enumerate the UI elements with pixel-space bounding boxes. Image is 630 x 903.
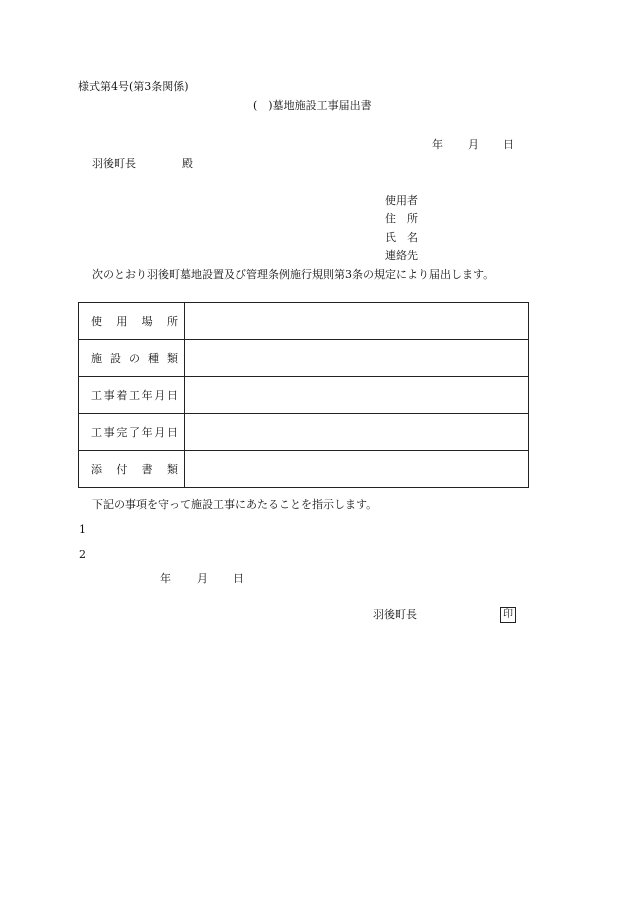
row-label-char: 類 <box>166 463 178 476</box>
issue-month-label: 月 <box>197 572 208 585</box>
row-label-char: 添 <box>91 463 102 476</box>
table-row <box>79 414 529 451</box>
item-number: 2 <box>79 548 86 561</box>
recipient-name: 羽後町長 <box>92 157 136 170</box>
row-label-char: 事 <box>103 426 115 439</box>
intro-text: 次のとおり羽後町墓地設置及び管理条例施行規則第3条の規定により届出します。 <box>92 268 495 281</box>
row-label-char: の <box>129 352 140 365</box>
instruction-text: 下記の事項を守って施設工事にあたることを指示します。 <box>92 498 378 511</box>
row-label-char: 月 <box>154 389 166 402</box>
row-label-char: 工 <box>128 389 140 402</box>
row-label <box>79 451 185 488</box>
date-year-label: 年 <box>432 138 443 151</box>
applicant-contact-label: 連絡先 <box>385 249 418 262</box>
applicant-address-label: 住 所 <box>385 212 418 225</box>
row-label-text <box>79 424 184 440</box>
date-day-label: 日 <box>503 138 514 151</box>
row-label-char: 日 <box>166 389 178 402</box>
item-number: 1 <box>79 523 86 536</box>
issue-day-label: 日 <box>233 572 244 585</box>
row-label-text <box>79 350 184 366</box>
table-row <box>79 377 529 414</box>
document-title: ( )墓地施設工事届出書 <box>253 99 372 112</box>
row-label-text <box>79 461 184 477</box>
row-value-field[interactable] <box>185 377 529 414</box>
date-month-label: 月 <box>468 138 479 151</box>
row-value-field[interactable] <box>185 414 529 451</box>
row-label-char: 了 <box>128 426 140 439</box>
row-label-char: 工 <box>91 426 102 439</box>
row-label <box>79 340 185 377</box>
table-row <box>79 340 529 377</box>
row-label <box>79 414 185 451</box>
row-label-char: 日 <box>166 426 178 439</box>
table-row <box>79 303 529 340</box>
row-label-char: 種 <box>148 352 159 365</box>
row-label-char: 使 <box>91 315 102 328</box>
row-label <box>79 377 185 414</box>
issue-year-label: 年 <box>160 572 171 585</box>
applicant-user-label: 使用者 <box>385 194 418 207</box>
row-label-char: 工 <box>91 389 102 402</box>
row-label-char: 用 <box>116 315 128 328</box>
row-label-char: 付 <box>116 463 128 476</box>
recipient-honorific: 殿 <box>182 157 193 170</box>
details-table <box>78 302 529 488</box>
row-label-char: 年 <box>141 389 153 402</box>
row-label-char: 類 <box>167 352 178 365</box>
row-value-field[interactable] <box>185 303 529 340</box>
row-label <box>79 303 185 340</box>
row-label-char: 場 <box>141 315 153 328</box>
row-label-char: 完 <box>116 426 128 439</box>
row-label-char: 書 <box>141 463 153 476</box>
row-value-field[interactable] <box>185 451 529 488</box>
row-label-char: 月 <box>154 426 166 439</box>
row-label-char: 着 <box>116 389 128 402</box>
row-label-char: 年 <box>141 426 153 439</box>
seal-mark: 印 <box>500 607 516 623</box>
issuer-name: 羽後町長 <box>373 608 417 621</box>
row-value-field[interactable] <box>185 340 529 377</box>
table-row <box>79 451 529 488</box>
row-label-char: 設 <box>110 352 121 365</box>
row-label-text <box>79 387 184 403</box>
row-label-char: 所 <box>166 315 178 328</box>
row-label-text <box>79 313 184 329</box>
row-label-char: 事 <box>103 389 115 402</box>
form-number: 様式第4号(第3条関係) <box>78 80 189 93</box>
row-label-char: 施 <box>91 352 102 365</box>
applicant-name-label: 氏 名 <box>385 231 418 244</box>
